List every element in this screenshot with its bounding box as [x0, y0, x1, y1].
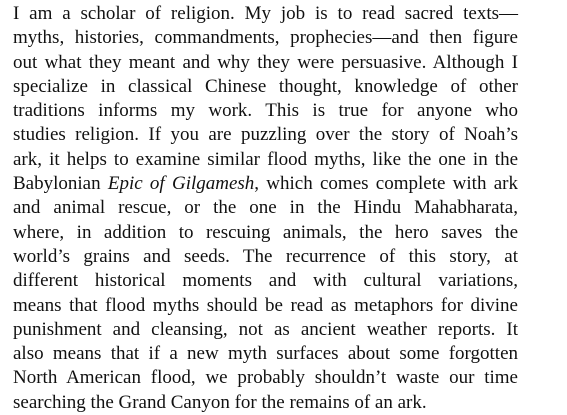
paragraph-line: different historical moments and with cultural variations, — [13, 270, 518, 292]
paragraph-line: North American flood, we probably shouldn’t waste our time — [13, 367, 518, 389]
book-title-italic: Epic of Gilgamesh — [107, 173, 255, 195]
paragraph-line: studies religion. If you are puzzling over the story of Noah’s — [13, 124, 518, 146]
paragraph-line: means that flood myths should be read as metaphors for divine — [13, 294, 518, 316]
line-text: , which comes complete with ark — [254, 173, 518, 195]
paragraph-line: myths, histories, commandments, prophecies—and then figure — [13, 27, 518, 49]
paragraph-line: also means that if a new myth surfaces about some forgotten — [13, 343, 518, 365]
paragraph-line: out what they meant and why they were persuasive. Although I — [13, 51, 518, 73]
paragraph-line: where, in addition to rescuing animals, the hero saves the — [13, 221, 518, 243]
line-text: Babylonian — [13, 173, 108, 195]
paragraph-line: and animal rescue, or the one in the Hindu Mahabharata, — [13, 197, 518, 219]
paragraph-line: world’s grains and seeds. The recurrence of this story, at — [13, 245, 518, 267]
paragraph-line: I am a scholar of religion. My job is to read sacred texts— — [13, 3, 518, 24]
paragraph-line: searching the Grand Canyon for the remains of an ark. — [13, 391, 427, 413]
paragraph-line: punishment and cleansing, not as ancient weather reports. It — [13, 318, 518, 340]
paragraph-line: specialize in classical Chinese thought, knowledge of other — [13, 75, 518, 97]
body-paragraph — [13, 2, 518, 415]
paragraph-line: traditions informs my work. This is true for anyone who — [13, 100, 518, 122]
paragraph-line — [13, 172, 518, 196]
paragraph-line: ark, it helps to examine similar flood myths, like the one in the — [13, 148, 518, 170]
